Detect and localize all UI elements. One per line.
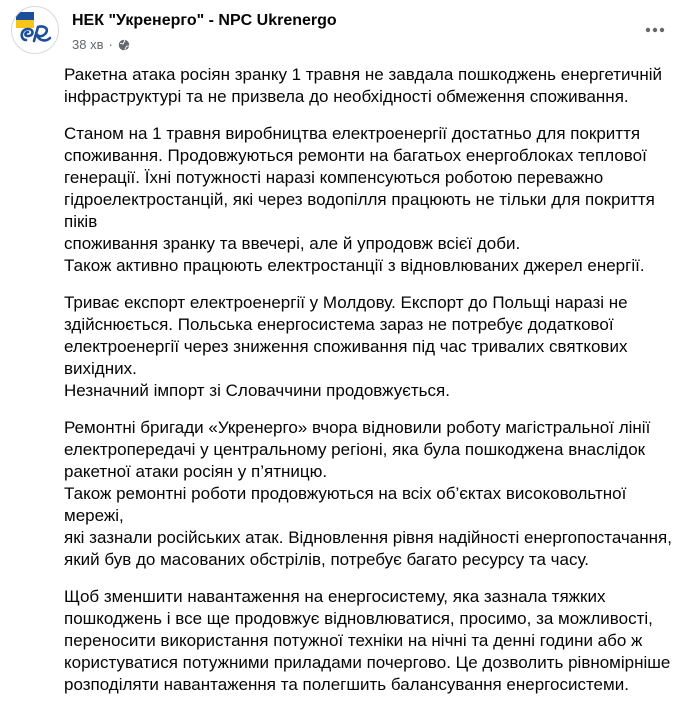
post-paragraph (64, 292, 684, 402)
post-meta (72, 37, 130, 52)
text-line: розподіляти навантаження та полегшить балансування енергосистеми. (64, 675, 629, 694)
post-paragraph (64, 64, 684, 108)
more-horizontal-icon (645, 27, 665, 33)
text-line: ракетної атаки росіян у п’ятницю. (64, 462, 328, 481)
text-line: генерації. Їхні потужності наразі компенсуються роботою переважно (64, 168, 604, 187)
post-paragraph (64, 586, 684, 696)
text-line: Незначний імпорт зі Словаччини продовжується. (64, 381, 450, 400)
text-line: Ремонтні бригади «Укренерго» вчора відновили роботу магістральної лінії (64, 418, 651, 437)
post-paragraph (64, 417, 684, 571)
more-options-button[interactable] (637, 16, 673, 44)
text-line: Також активно працюють електростанції з відновлюваних джерел енергії. (64, 256, 645, 275)
globe-icon[interactable] (118, 39, 130, 51)
text-line: гідроелектростанцій, які через водопілля працюють не тільки для покриття піків (64, 190, 655, 231)
text-line: Триває експорт електроенергії у Молдову. Експорт до Польщі наразі не (64, 293, 628, 312)
page-name-link[interactable]: НЕК "Укренерго" - NPC Ukrenergo (72, 12, 337, 29)
text-line: переносити використання потужної техніки на нічні та денні години або ж (64, 631, 643, 650)
post-text (64, 64, 684, 711)
text-line: Станом на 1 травня виробництва електроенергії достатньо для покриття (64, 124, 641, 143)
text-line: вихідних. (64, 359, 137, 378)
meta-separator: · (108, 37, 113, 52)
text-line: електроенергії через зниження споживання під час тривалих святкових (64, 337, 628, 356)
text-line: споживання. Продовжуються ремонти на багатьох енергоблоках теплової (64, 146, 647, 165)
post-paragraph (64, 123, 684, 277)
post-timestamp-link[interactable]: 38 хв (72, 37, 104, 52)
post-header (11, 6, 673, 58)
text-line: який був до масованих обстрілів, потребує багато ресурсу та часу. (64, 550, 589, 569)
text-line: користуватися потужними приладами почергово. Це дозволить рівномірніше (64, 653, 671, 672)
page-avatar[interactable] (11, 6, 59, 54)
text-line: здійснюється. Польська енергосистема зараз не потребує додаткової (64, 315, 614, 334)
text-line: Щоб зменшити навантаження на енергосистему, яка зазнала тяжких (64, 587, 606, 606)
text-line: Також ремонтні роботи продовжуються на всіх об’єктах високовольтної мережі, (64, 484, 627, 525)
ukrenergo-logo-icon (12, 7, 58, 53)
text-line: споживання зранку та ввечері, але й упродовж всієї доби. (64, 234, 521, 253)
text-line: електропередачі у центральному регіоні, яка була пошкоджена внаслідок (64, 440, 646, 459)
text-line: які зазнали російських атак. Відновлення рівня надійності енергопостачання, (64, 528, 672, 547)
text-line: Ракетна атака росіян зранку 1 травня не завдала пошкоджень енергетичній (64, 65, 663, 84)
text-line: пошкоджень і все ще продовжує відновлюватися, просимо, за можливості, (64, 609, 653, 628)
text-line: інфраструктурі та не призвела до необхідності обмеження споживання. (64, 87, 629, 106)
